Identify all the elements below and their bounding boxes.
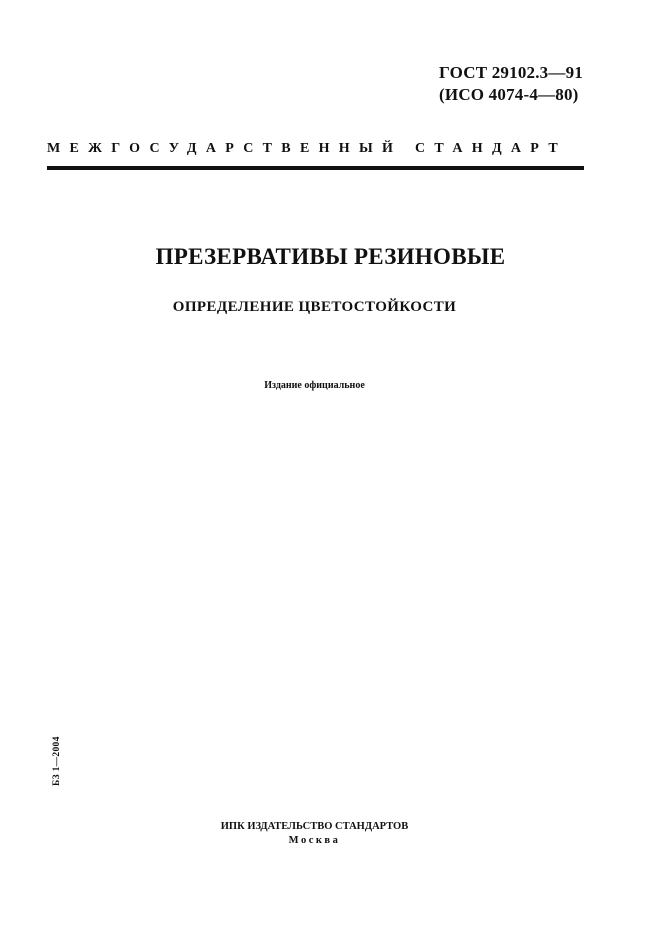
- gost-number: ГОСТ 29102.3—91: [439, 63, 583, 82]
- document-subtitle: ОПРЕДЕЛЕНИЕ ЦВЕТОСТОЙКОСТИ: [172, 299, 457, 315]
- iso-number: (ИСО 4074-4—80): [439, 85, 579, 104]
- header-rule: [47, 166, 584, 170]
- publisher-city: Москва: [288, 835, 341, 846]
- publisher-name: ИПК ИЗДАТЕЛЬСТВО СТАНДАРТОВ: [220, 821, 409, 832]
- publisher-block: [0, 820, 629, 848]
- edition-note: Издание официальное: [264, 380, 365, 391]
- standard-type-heading: МЕЖГОСУДАРСТВЕННЫЙ СТАНДАРТ: [47, 141, 567, 156]
- document-title: ПРЕЗЕРВАТИВЫ РЕЗИНОВЫЕ: [155, 244, 506, 269]
- side-mark: БЗ 1—2004: [52, 736, 62, 786]
- document-code: [439, 62, 583, 106]
